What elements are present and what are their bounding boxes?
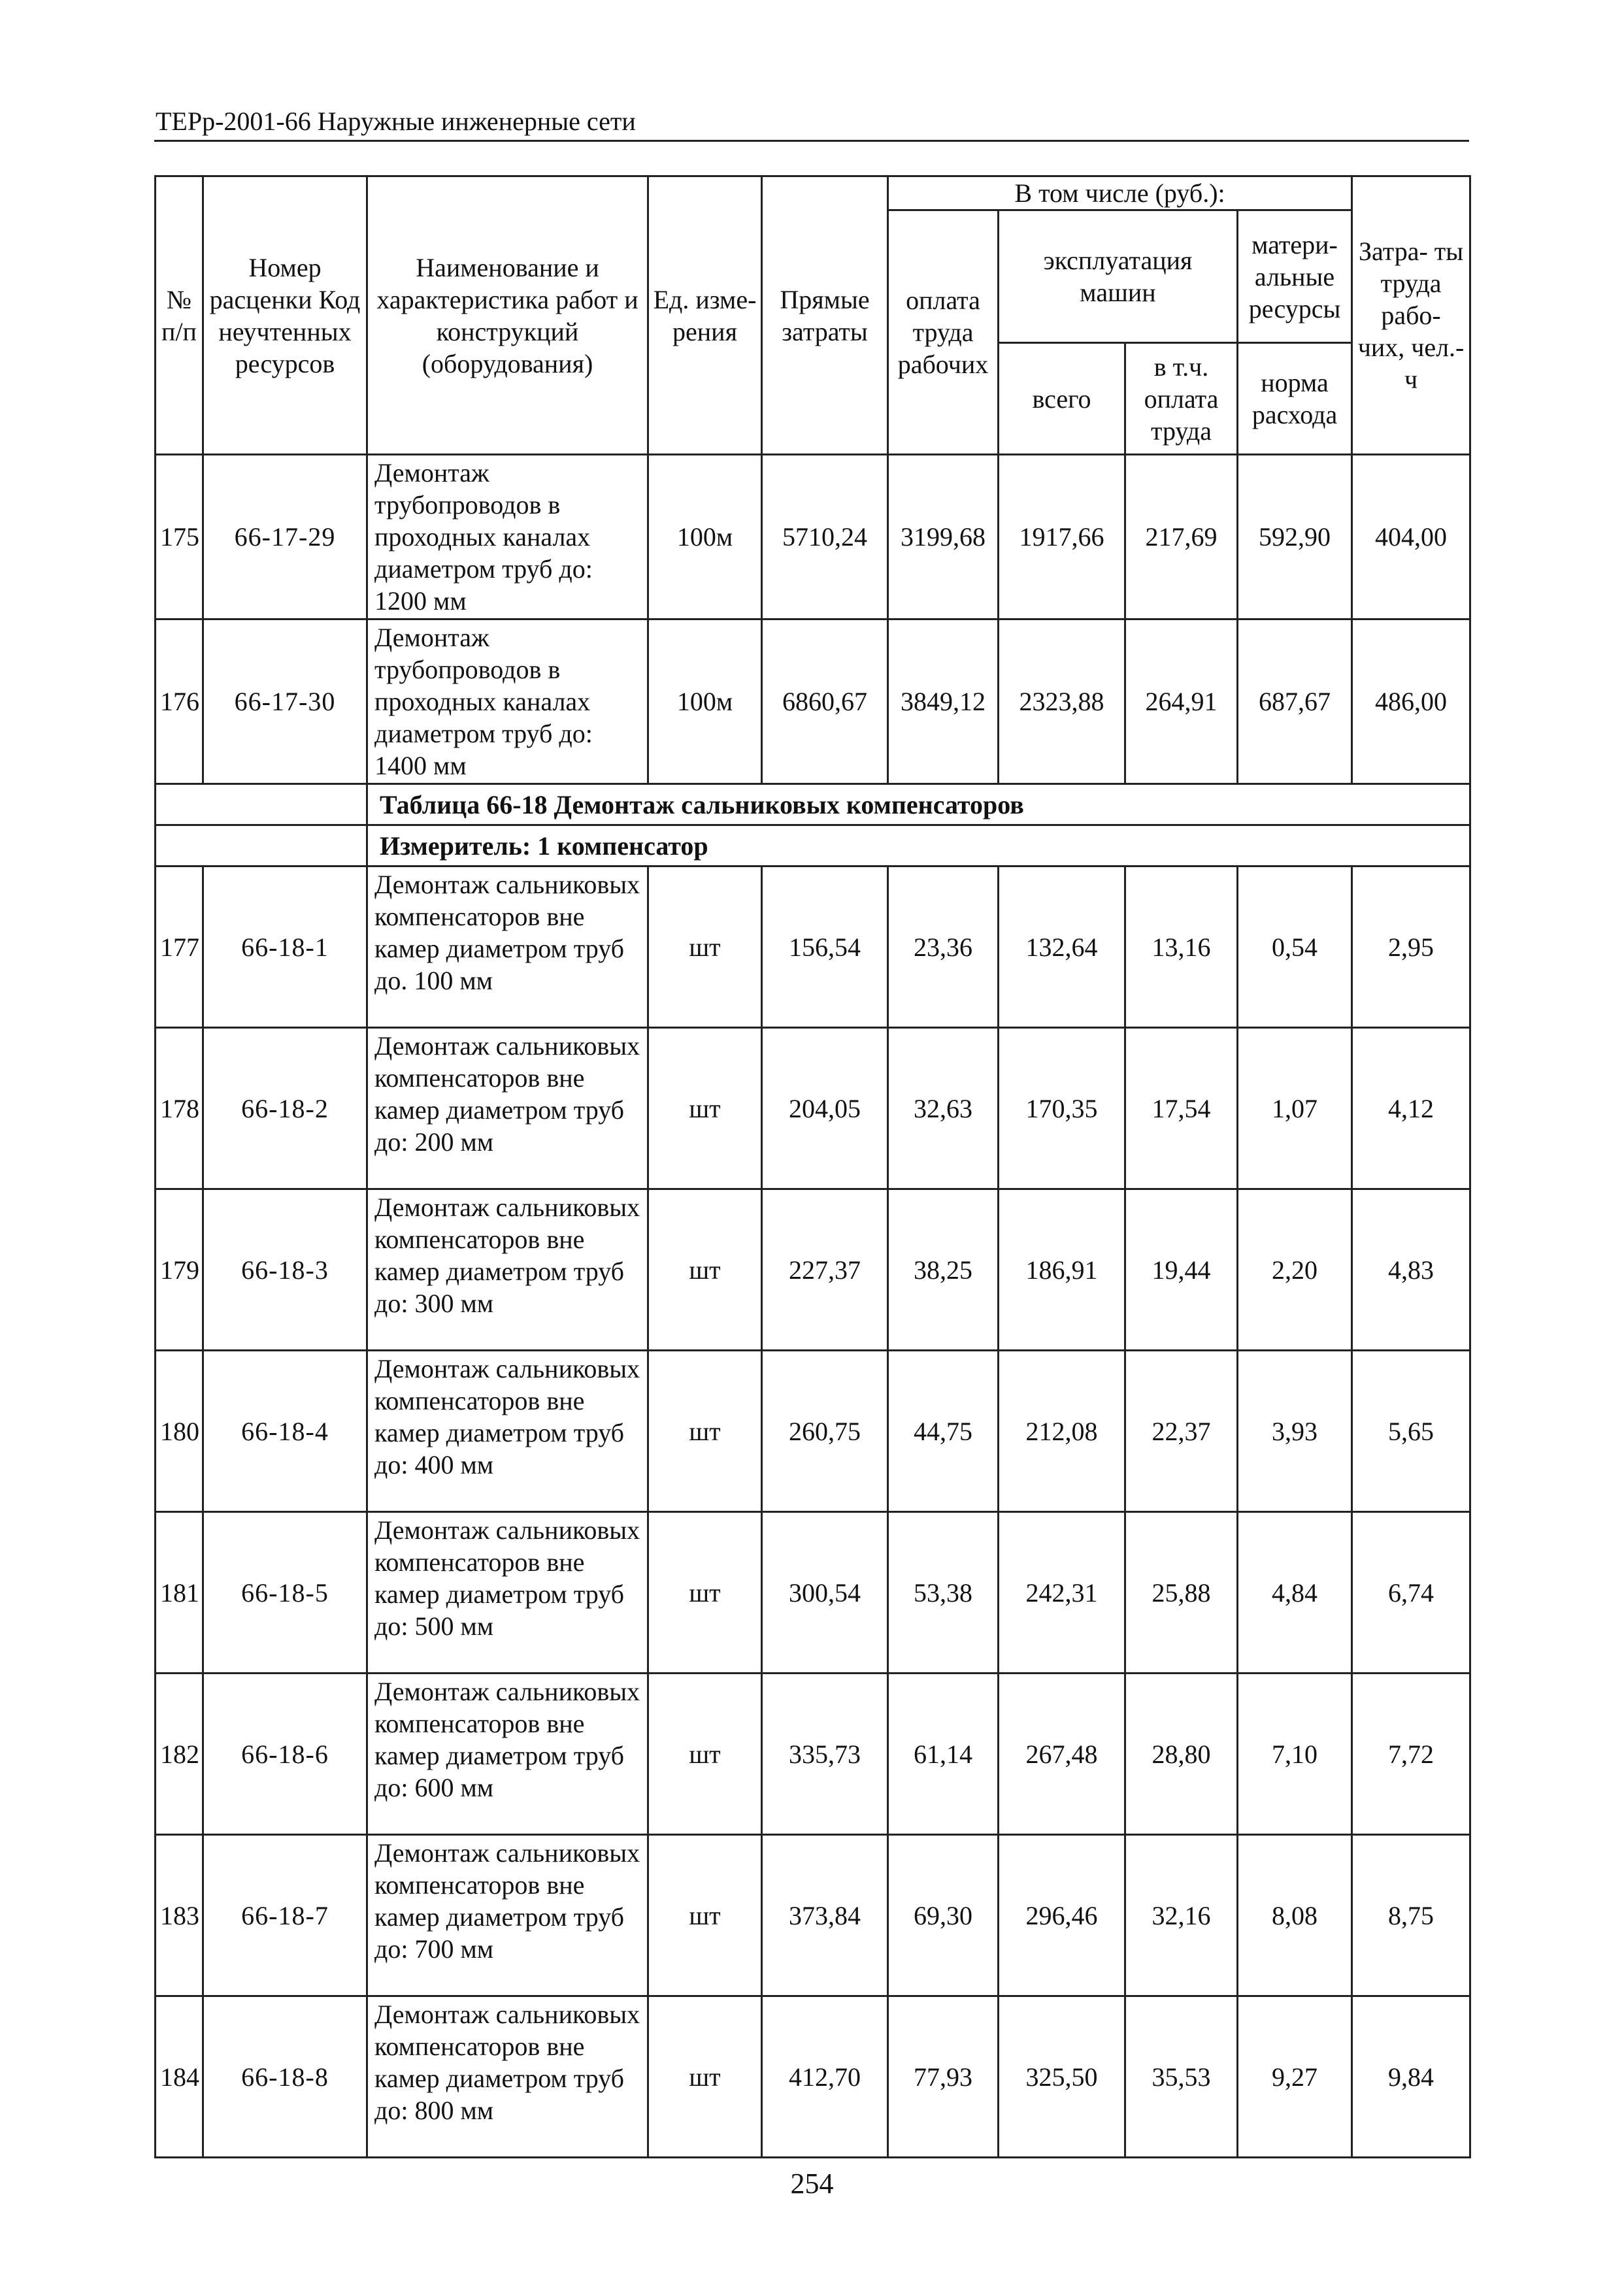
measure-unit: Измеритель: 1 компенсатор	[367, 825, 1470, 866]
table-row	[156, 1996, 1470, 2158]
wage-costs: 77,93	[888, 1996, 999, 2158]
material-costs: 8,08	[1238, 1835, 1352, 1996]
work-name: Демонтаж трубопроводов в проходных каналах диаметром труб до: 1200 мм	[367, 455, 648, 619]
wage-costs: 53,38	[888, 1512, 999, 1674]
material-costs: 9,27	[1238, 1996, 1352, 2158]
labor-costs: 9,84	[1352, 1996, 1470, 2158]
labor-costs: 4,83	[1352, 1189, 1470, 1351]
row-number: 175	[156, 455, 203, 619]
unit: шт	[648, 1028, 762, 1189]
table-row	[156, 1189, 1470, 1351]
row-number: 181	[156, 1512, 203, 1674]
labor-costs: 2,95	[1352, 866, 1470, 1028]
wage-costs: 3199,68	[888, 455, 999, 619]
machine-costs: 212,08	[999, 1351, 1125, 1512]
unit: шт	[648, 1996, 762, 2158]
work-name: Демонтаж сальниковых компенсаторов вне камер диаметром труб до: 500 мм	[367, 1512, 648, 1674]
labor-costs: 4,12	[1352, 1028, 1470, 1189]
header-labor-costs: Затра- ты труда рабо- чих, чел.-ч	[1352, 176, 1470, 455]
machine-wage: 13,16	[1125, 866, 1238, 1028]
unit: шт	[648, 1351, 762, 1512]
material-costs: 3,93	[1238, 1351, 1352, 1512]
direct-costs: 204,05	[762, 1028, 888, 1189]
unit: шт	[648, 1512, 762, 1674]
machine-wage: 19,44	[1125, 1189, 1238, 1351]
machine-wage: 35,53	[1125, 1996, 1238, 2158]
machine-wage: 22,37	[1125, 1351, 1238, 1512]
row-number: 178	[156, 1028, 203, 1189]
wage-costs: 32,63	[888, 1028, 999, 1189]
header-name: Наименование и характеристика работ и конструкций (оборудования)	[367, 176, 648, 455]
table-row	[156, 866, 1470, 1028]
machine-wage: 17,54	[1125, 1028, 1238, 1189]
unit: 100м	[648, 619, 762, 784]
table-row	[156, 455, 1470, 619]
row-number: 183	[156, 1835, 203, 1996]
direct-costs: 300,54	[762, 1512, 888, 1674]
wage-costs: 23,36	[888, 866, 999, 1028]
machine-wage: 28,80	[1125, 1674, 1238, 1835]
material-costs: 2,20	[1238, 1189, 1352, 1351]
row-number: 182	[156, 1674, 203, 1835]
material-costs: 7,10	[1238, 1674, 1352, 1835]
labor-costs: 5,65	[1352, 1351, 1470, 1512]
row-number: 176	[156, 619, 203, 784]
rate-code: 66-18-5	[203, 1512, 367, 1674]
machine-costs: 325,50	[999, 1996, 1125, 2158]
direct-costs: 5710,24	[762, 455, 888, 619]
machine-costs: 296,46	[999, 1835, 1125, 1996]
wage-costs: 69,30	[888, 1835, 999, 1996]
material-costs: 1,07	[1238, 1028, 1352, 1189]
unit: шт	[648, 1189, 762, 1351]
material-costs: 592,90	[1238, 455, 1352, 619]
machine-wage: 264,91	[1125, 619, 1238, 784]
unit: шт	[648, 1674, 762, 1835]
wage-costs: 44,75	[888, 1351, 999, 1512]
table-row	[156, 1351, 1470, 1512]
header-code: Номер расценки Код неучтенных ресурсов	[203, 176, 367, 455]
rate-code: 66-18-1	[203, 866, 367, 1028]
machine-costs: 170,35	[999, 1028, 1125, 1189]
work-name: Демонтаж сальниковых компенсаторов вне камер диаметром труб до. 100 мм	[367, 866, 648, 1028]
work-name: Демонтаж сальниковых компенсаторов вне камер диаметром труб до: 300 мм	[367, 1189, 648, 1351]
work-name: Демонтаж сальниковых компенсаторов вне камер диаметром труб до: 800 мм	[367, 1996, 648, 2158]
machine-wage: 32,16	[1125, 1835, 1238, 1996]
machine-wage: 217,69	[1125, 455, 1238, 619]
wage-costs: 61,14	[888, 1674, 999, 1835]
labor-costs: 486,00	[1352, 619, 1470, 784]
rates-table	[154, 175, 1471, 2158]
rate-code: 66-17-29	[203, 455, 367, 619]
header-direct-costs: Прямые затраты	[762, 176, 888, 455]
row-number: 184	[156, 1996, 203, 2158]
wage-costs: 38,25	[888, 1189, 999, 1351]
section-row	[156, 784, 1470, 825]
machine-costs: 2323,88	[999, 619, 1125, 784]
work-name: Демонтаж сальниковых компенсаторов вне камер диаметром труб до: 700 мм	[367, 1835, 648, 1996]
work-name: Демонтаж сальниковых компенсаторов вне камер диаметром труб до: 200 мм	[367, 1028, 648, 1189]
labor-costs: 404,00	[1352, 455, 1470, 619]
machine-costs: 1917,66	[999, 455, 1125, 619]
row-number: 179	[156, 1189, 203, 1351]
empty-cell	[156, 784, 367, 825]
header-machines: эксплуатация машин	[999, 210, 1238, 343]
labor-costs: 7,72	[1352, 1674, 1470, 1835]
running-head: ТЕРр-2001-66 Наружные инженерные сети	[156, 107, 636, 136]
rate-code: 66-18-8	[203, 1996, 367, 2158]
machine-costs: 267,48	[999, 1674, 1125, 1835]
rate-code: 66-18-7	[203, 1835, 367, 1996]
header-rule	[154, 140, 1469, 142]
table-row	[156, 1028, 1470, 1189]
measure-row	[156, 825, 1470, 866]
header-no: № п/п	[156, 176, 203, 455]
unit: шт	[648, 866, 762, 1028]
direct-costs: 227,37	[762, 1189, 888, 1351]
labor-costs: 8,75	[1352, 1835, 1470, 1996]
machine-costs: 186,91	[999, 1189, 1125, 1351]
table-row	[156, 1674, 1470, 1835]
work-name: Демонтаж сальниковых компенсаторов вне камер диаметром труб до: 400 мм	[367, 1351, 648, 1512]
row-number: 180	[156, 1351, 203, 1512]
table-row	[156, 619, 1470, 784]
rate-code: 66-18-6	[203, 1674, 367, 1835]
direct-costs: 373,84	[762, 1835, 888, 1996]
direct-costs: 156,54	[762, 866, 888, 1028]
work-name: Демонтаж трубопроводов в проходных каналах диаметром труб до: 1400 мм	[367, 619, 648, 784]
direct-costs: 335,73	[762, 1674, 888, 1835]
material-costs: 0,54	[1238, 866, 1352, 1028]
header-materials: матери- альные ресурсы	[1238, 210, 1352, 343]
rate-code: 66-18-2	[203, 1028, 367, 1189]
unit: шт	[648, 1835, 762, 1996]
direct-costs: 6860,67	[762, 619, 888, 784]
empty-cell	[156, 825, 367, 866]
wage-costs: 3849,12	[888, 619, 999, 784]
machine-wage: 25,88	[1125, 1512, 1238, 1674]
section-title: Таблица 66-18 Демонтаж сальниковых компенсаторов	[367, 784, 1470, 825]
rate-code: 66-17-30	[203, 619, 367, 784]
direct-costs: 412,70	[762, 1996, 888, 2158]
labor-costs: 6,74	[1352, 1512, 1470, 1674]
table-row	[156, 1512, 1470, 1674]
rate-code: 66-18-4	[203, 1351, 367, 1512]
header-wage: оплата труда рабочих	[888, 210, 999, 455]
rate-code: 66-18-3	[203, 1189, 367, 1351]
material-costs: 4,84	[1238, 1512, 1352, 1674]
header-machines-wage: в т.ч. оплата труда	[1125, 343, 1238, 455]
page-number: 254	[790, 2168, 834, 2200]
work-name: Демонтаж сальниковых компенсаторов вне камер диаметром труб до: 600 мм	[367, 1674, 648, 1835]
header-including: В том числе (руб.):	[888, 176, 1352, 210]
header-machines-total: всего	[999, 343, 1125, 455]
machine-costs: 242,31	[999, 1512, 1125, 1674]
header-unit: Ед. изме- рения	[648, 176, 762, 455]
direct-costs: 260,75	[762, 1351, 888, 1512]
machine-costs: 132,64	[999, 866, 1125, 1028]
row-number: 177	[156, 866, 203, 1028]
table-row	[156, 1835, 1470, 1996]
material-costs: 687,67	[1238, 619, 1352, 784]
header-norm: норма расхода	[1238, 343, 1352, 455]
unit: 100м	[648, 455, 762, 619]
